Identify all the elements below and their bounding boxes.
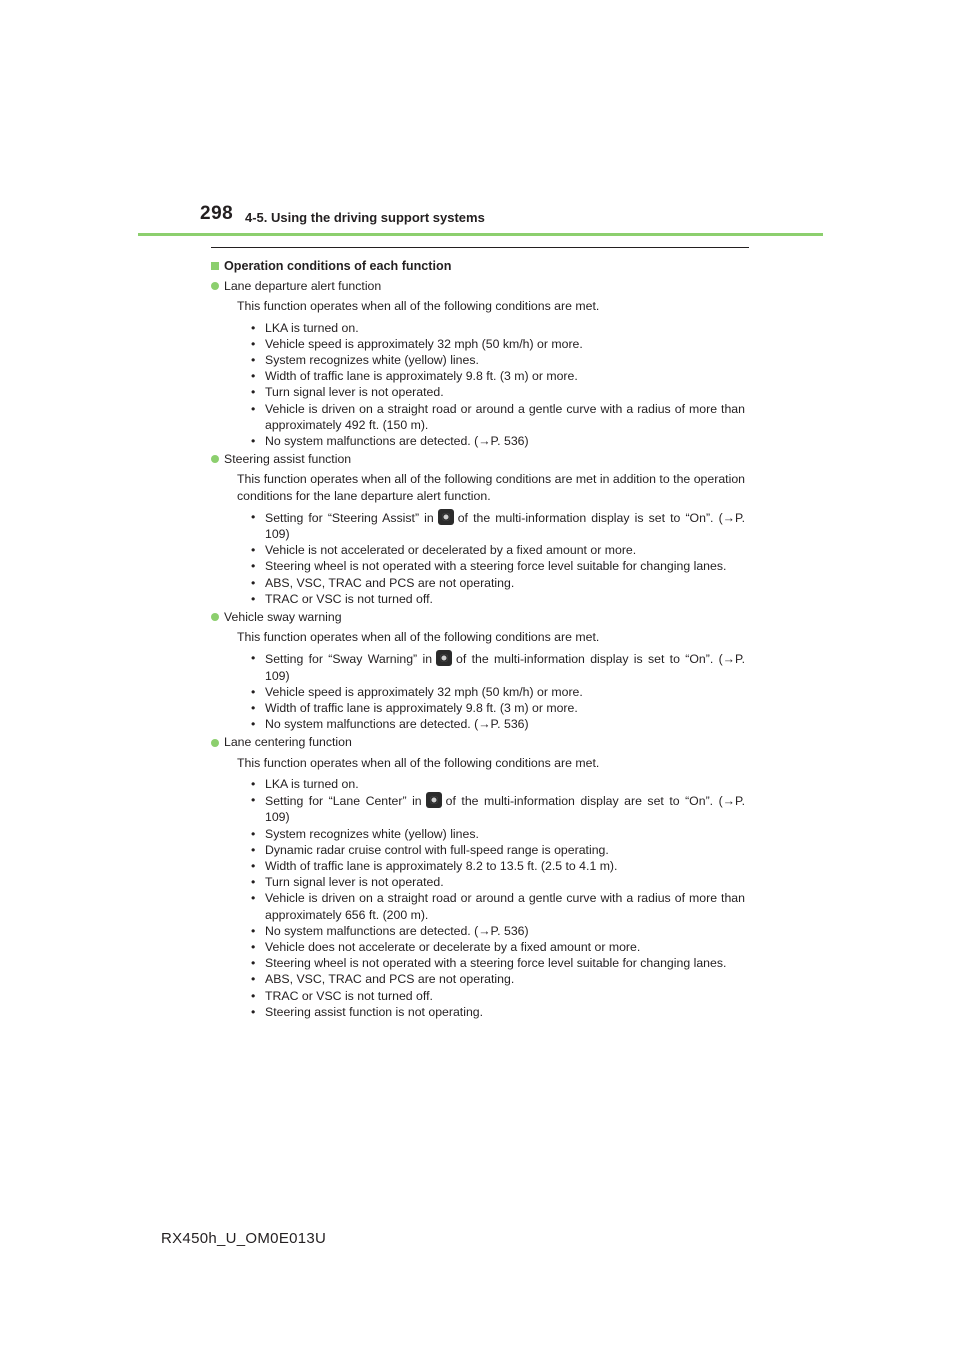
circle-bullet-icon: [211, 739, 219, 747]
condition-item-setting: [251, 509, 745, 542]
condition-item: • Vehicle is not accelerated or decelerated by a fixed amount or more.: [251, 542, 745, 558]
document-code: RX450h_U_OM0E013U: [161, 1230, 327, 1247]
divider: [211, 247, 749, 248]
setting-text-after: of the multi-information display are set to “On”. (→P. 109): [265, 794, 746, 825]
condition-item: • Steering wheel is not operated with a steering force level suitable for changing lanes.: [251, 955, 745, 971]
function-lane-departure-alert: [211, 278, 745, 449]
section-title: 4-5. Using the driving support systems: [245, 210, 485, 225]
page-number: 298: [200, 203, 234, 224]
settings-icon: [436, 650, 452, 666]
condition-item: • System recognizes white (yellow) lines.: [251, 352, 745, 368]
condition-item-setting: [251, 650, 745, 683]
function-intro: This function operates when all of the following conditions are met in addition to the operation conditions for the lane departure alert function.: [237, 472, 745, 503]
function-intro: This function operates when all of the following conditions are met.: [237, 755, 600, 770]
function-title-text: Vehicle sway warning: [224, 610, 342, 625]
function-title: [211, 734, 745, 750]
setting-text-after: of the multi-information display is set to “On”. (→P. 109): [265, 510, 745, 542]
function-title-text: Steering assist function: [224, 452, 352, 467]
subsection-heading-text: Operation conditions of each function: [224, 259, 452, 273]
subsection-heading: [211, 258, 745, 274]
condition-item: • Dynamic radar cruise control with full-speed range is operating.: [251, 842, 745, 858]
condition-list: [251, 650, 745, 732]
condition-item: • Vehicle does not accelerate or decelerate by a fixed amount or more.: [251, 939, 745, 955]
condition-list: [251, 509, 745, 607]
settings-icon: [426, 792, 442, 808]
condition-item: • LKA is turned on.: [251, 320, 745, 336]
function-title: [211, 278, 745, 294]
circle-bullet-icon: [211, 282, 219, 290]
setting-text-before: Setting for “Lane Center” in: [265, 794, 422, 809]
function-title-text: Lane departure alert function: [224, 279, 382, 294]
page-content: [211, 258, 745, 1022]
function-title: [211, 609, 745, 625]
setting-text-before: Setting for “Sway Warning” in: [265, 652, 433, 667]
setting-text-before: Setting for “Steering Assist” in: [265, 510, 434, 525]
condition-item: • No system malfunctions are detected. (→P. 536): [251, 923, 745, 939]
condition-item: • Vehicle is driven on a straight road or around a gentle curve with a radius of more than approximately 656 ft. (200 m).: [251, 890, 745, 922]
condition-item: • Width of traffic lane is approximately 8.2 to 13.5 ft. (2.5 to 4.1 m).: [251, 858, 745, 874]
condition-list: [251, 320, 745, 450]
circle-bullet-icon: [211, 613, 219, 621]
function-title-text: Lane centering function: [224, 735, 352, 750]
condition-item: • Steering wheel is not operated with a steering force level suitable for changing lanes.: [251, 558, 745, 574]
condition-item: • TRAC or VSC is not turned off.: [251, 591, 745, 607]
condition-list: [251, 776, 745, 1020]
function-steering-assist: [211, 451, 745, 607]
condition-item: • Vehicle speed is approximately 32 mph (50 km/h) or more.: [251, 336, 745, 352]
condition-item: • ABS, VSC, TRAC and PCS are not operating.: [251, 575, 745, 591]
condition-item: • ABS, VSC, TRAC and PCS are not operating.: [251, 971, 745, 987]
square-bullet-icon: [211, 262, 219, 270]
circle-bullet-icon: [211, 455, 219, 463]
function-title: [211, 451, 745, 467]
condition-item: • LKA is turned on.: [251, 776, 745, 792]
condition-item: • No system malfunctions are detected. (→P. 536): [251, 433, 745, 449]
condition-item: • TRAC or VSC is not turned off.: [251, 988, 745, 1004]
function-lane-centering: [211, 734, 745, 1019]
condition-item-setting: [251, 792, 745, 825]
function-intro: This function operates when all of the following conditions are met.: [237, 630, 600, 645]
condition-item: • Turn signal lever is not operated.: [251, 384, 745, 400]
settings-icon: [438, 509, 454, 525]
page-header: [0, 0, 960, 240]
condition-item: • Width of traffic lane is approximately 9.8 ft. (3 m) or more.: [251, 700, 745, 716]
setting-text-after: of the multi-information display is set to “On”. (→P. 109): [265, 652, 745, 683]
function-intro: This function operates when all of the following conditions are met.: [237, 299, 600, 314]
condition-item: • Vehicle speed is approximately 32 mph (50 km/h) or more.: [251, 684, 745, 700]
condition-item: • Steering assist function is not operating.: [251, 1004, 745, 1020]
header-accent-rule: [138, 233, 823, 236]
condition-item: • System recognizes white (yellow) lines.: [251, 826, 745, 842]
condition-item: • No system malfunctions are detected. (→P. 536): [251, 716, 745, 732]
condition-item: • Width of traffic lane is approximately 9.8 ft. (3 m) or more.: [251, 368, 745, 384]
condition-item: • Turn signal lever is not operated.: [251, 874, 745, 890]
condition-item: • Vehicle is driven on a straight road or around a gentle curve with a radius of more than approximately 492 ft. (150 m).: [251, 401, 745, 433]
function-vehicle-sway-warning: [211, 609, 745, 732]
